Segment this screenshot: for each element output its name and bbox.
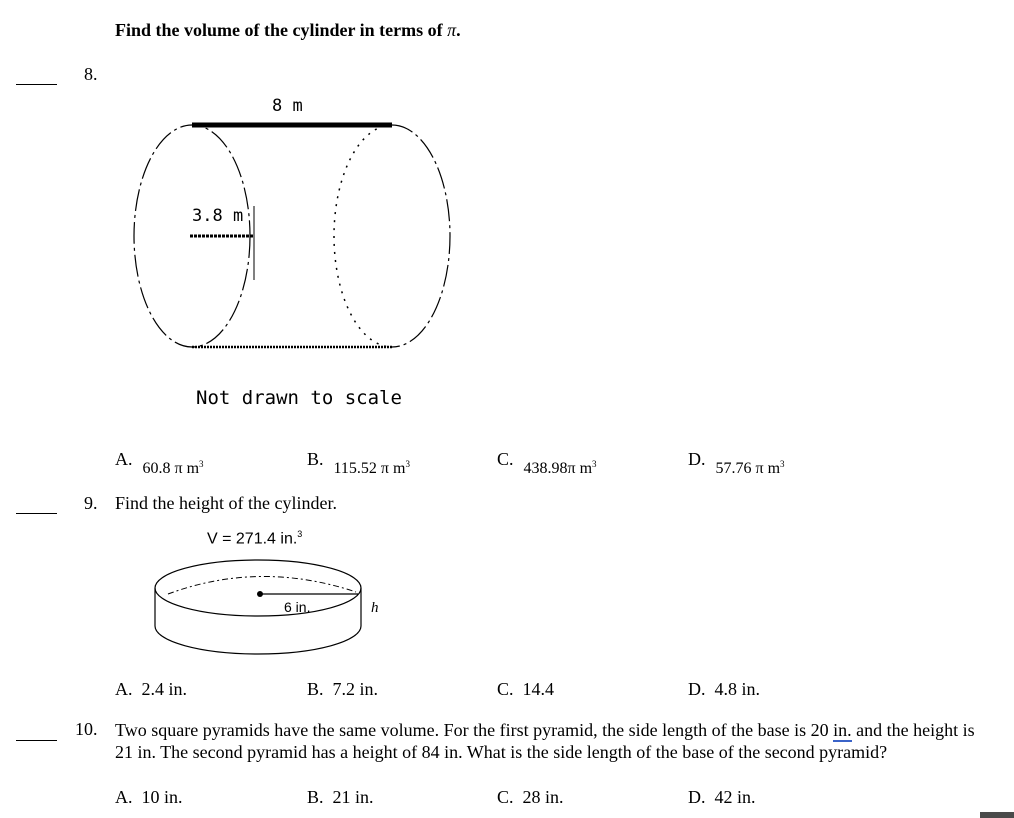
- disk-radius-label: 6 in.: [284, 599, 311, 615]
- height-label: h: [371, 600, 379, 616]
- volume-label: V = 271.4 in.$^3$: [207, 529, 303, 548]
- choice-10-d[interactable]: D. 42 in.: [688, 787, 756, 807]
- choice-value: 60.8 π $m^3$: [142, 459, 204, 477]
- choice-8-b[interactable]: [307, 449, 410, 477]
- question-number-9: 9.: [84, 493, 98, 513]
- answer-blank-8[interactable]: [16, 84, 57, 85]
- figure-caption: Not drawn to scale: [196, 387, 402, 409]
- cylinder-figure: [130, 110, 470, 370]
- choice-value: 57.76 π $m^3$: [715, 459, 785, 477]
- corner-scroll-marker: [980, 812, 1014, 818]
- choice-letter: B.: [307, 449, 324, 469]
- choice-letter: A.: [115, 449, 133, 469]
- question-number-10: 10.: [75, 719, 98, 739]
- pi-symbol: π: [447, 20, 457, 40]
- choice-9-a[interactable]: A. 2.4 in.: [115, 679, 188, 699]
- question-number-8: 8.: [84, 64, 98, 84]
- choice-9-d[interactable]: D. 4.8 in.: [688, 679, 761, 699]
- choice-8-a[interactable]: [115, 449, 204, 477]
- cylinder-radius-label: 3.8 m: [192, 206, 244, 226]
- choice-value: 438.98π $m^3$: [523, 459, 597, 477]
- choice-10-a[interactable]: A. 10 in.: [115, 787, 183, 807]
- choice-8-c[interactable]: [497, 449, 597, 477]
- instruction-period: .: [456, 20, 461, 40]
- answer-blank-9[interactable]: [16, 513, 57, 514]
- choice-9-c[interactable]: C. 14.4: [497, 679, 555, 699]
- instruction-heading: [115, 20, 461, 41]
- instruction-text: Find the volume of the cylinder in terms of: [115, 20, 443, 40]
- question-text-9: Find the height of the cylinder.: [115, 493, 337, 513]
- choice-value: 115.52 π $m^3$: [333, 459, 410, 477]
- choice-10-c[interactable]: C. 28 in.: [497, 787, 564, 807]
- underlined-unit: in.: [833, 720, 852, 740]
- disk-cylinder-figure: [150, 548, 390, 668]
- answer-blank-10[interactable]: [16, 740, 57, 741]
- choice-9-b[interactable]: B. 7.2 in.: [307, 679, 379, 699]
- question-text-10: Two square pyramids have the same volume. For the first pyramid, the side length of the base is 20 in. and the height is 21 in. The second pyramid has a height of 84 in. What is the side length of the base of the second pyramid?: [115, 720, 975, 762]
- cylinder-top-label: 8 m: [272, 96, 303, 116]
- choice-8-d[interactable]: [688, 449, 785, 477]
- choice-10-b[interactable]: B. 21 in.: [307, 787, 374, 807]
- choice-letter: C.: [497, 449, 514, 469]
- choice-letter: D.: [688, 449, 706, 469]
